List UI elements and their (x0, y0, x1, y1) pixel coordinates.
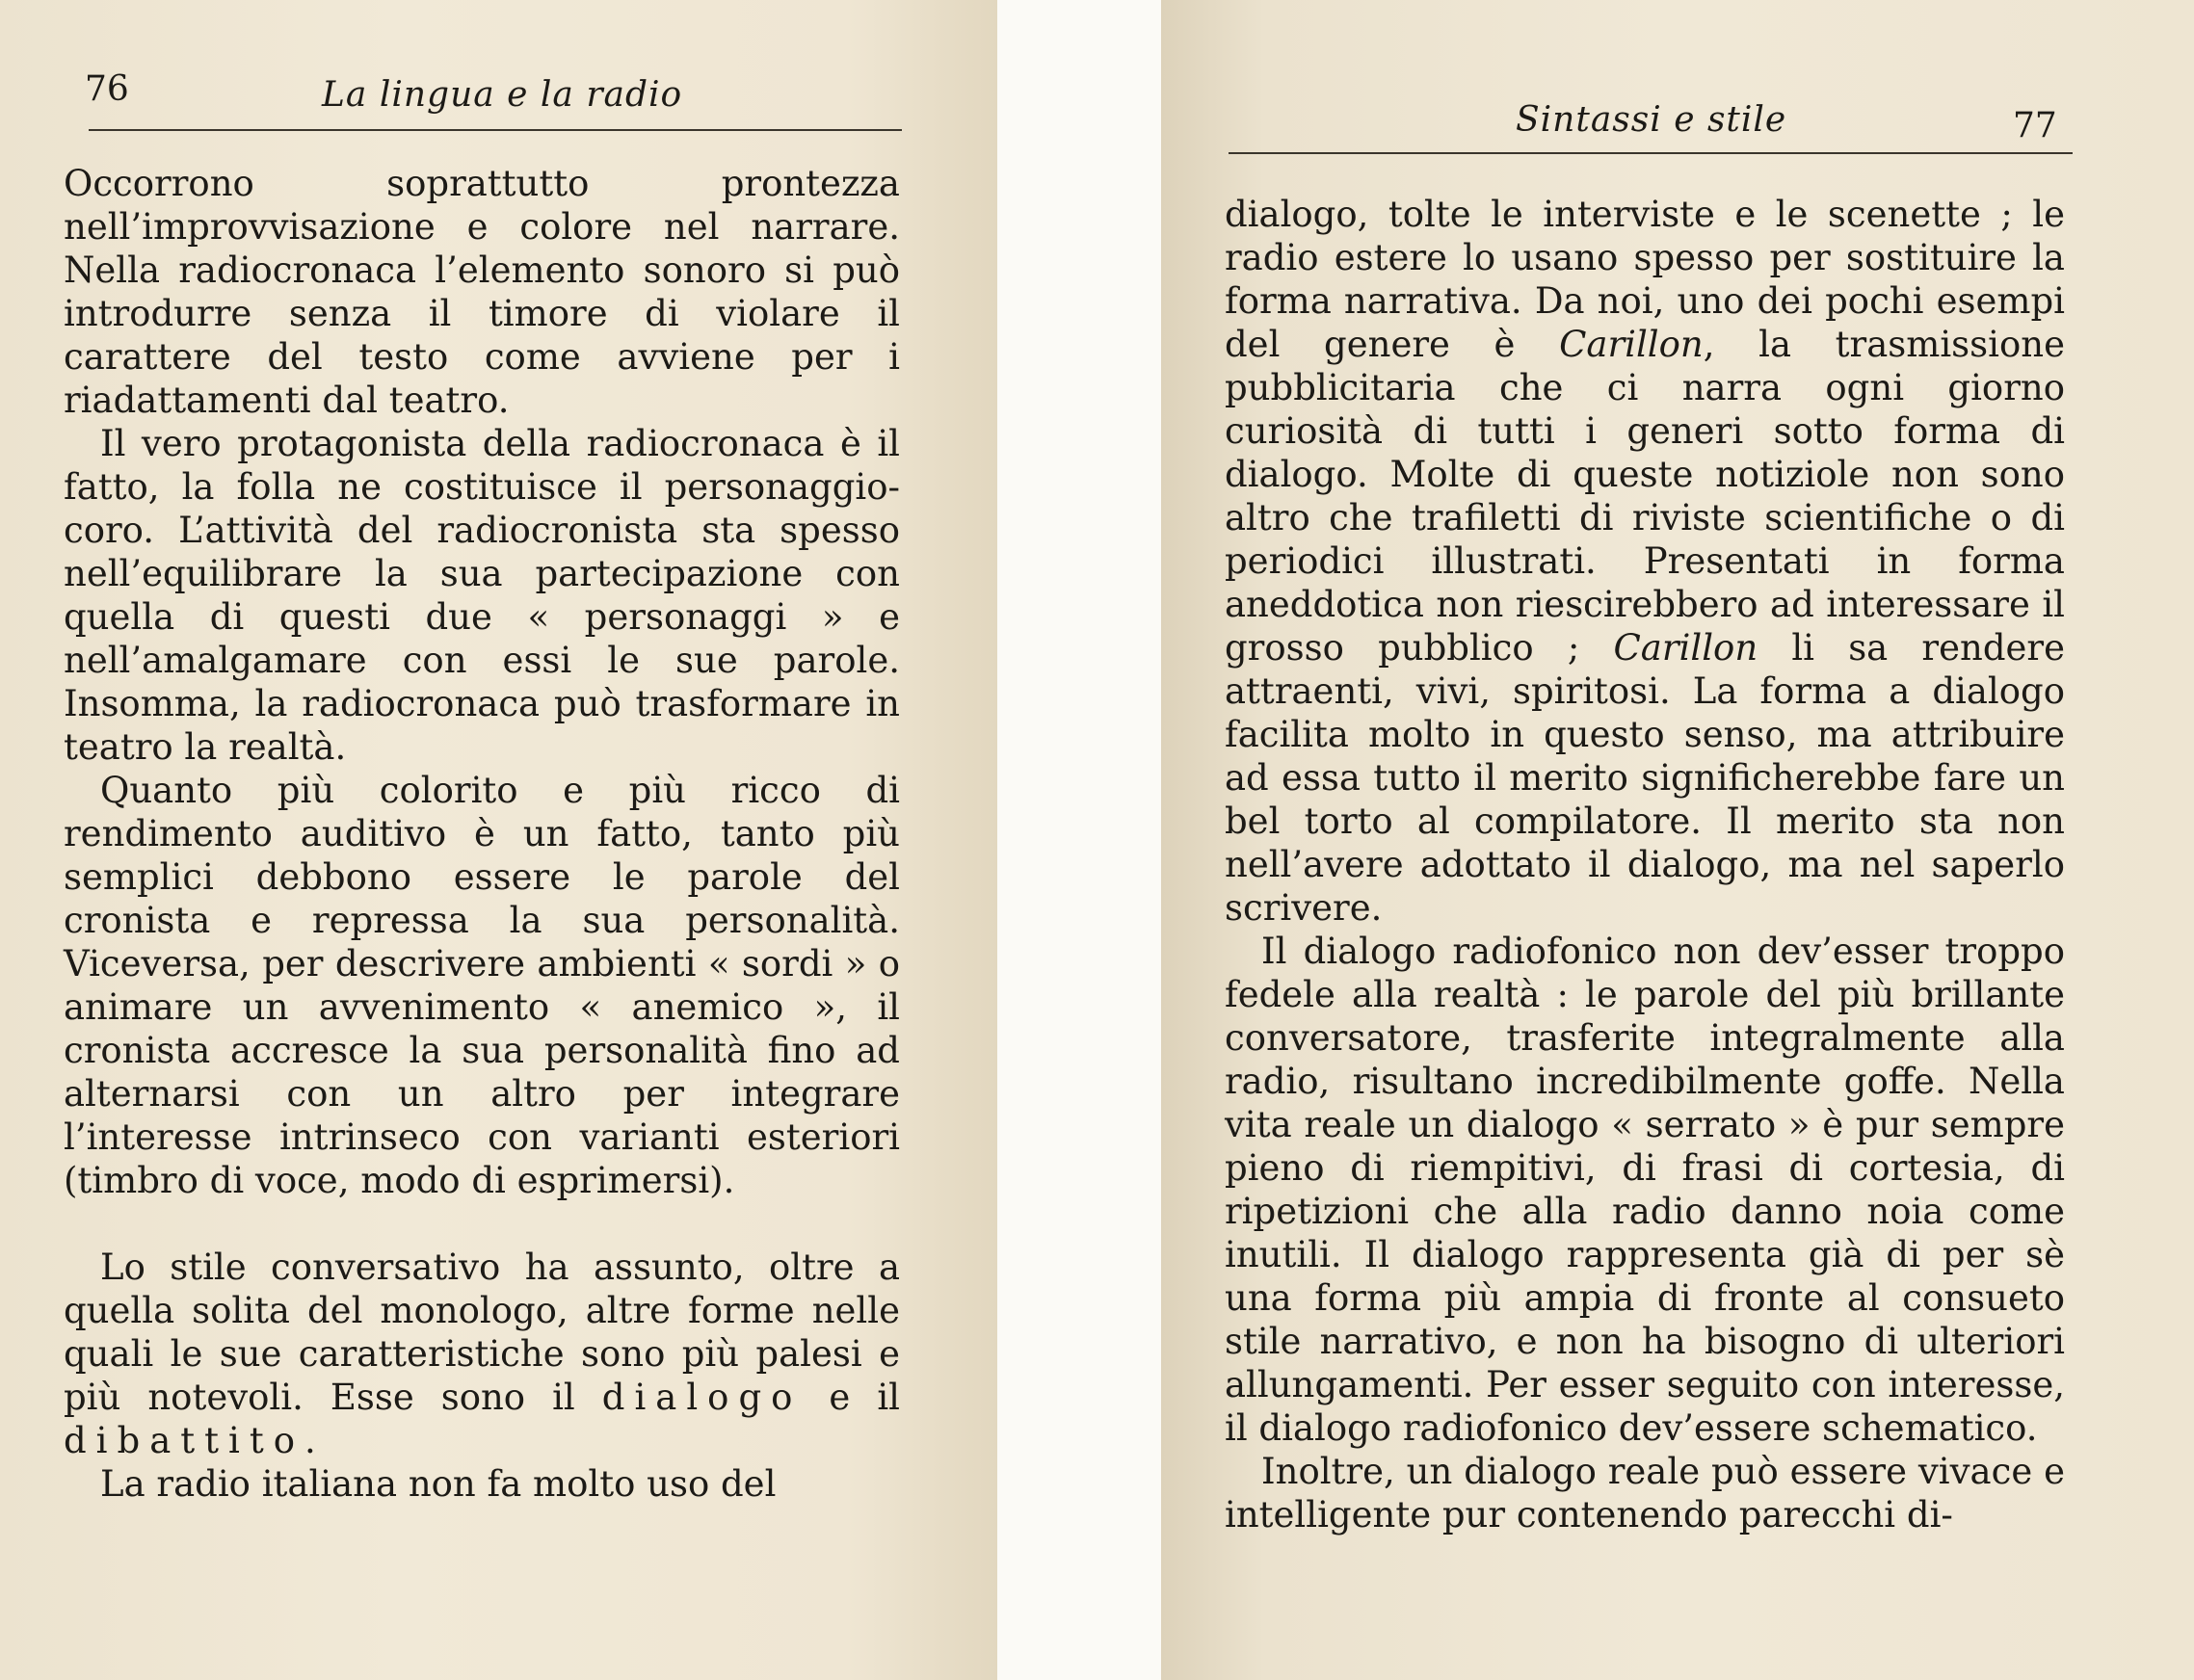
right-page-number: 77 (2013, 106, 2057, 145)
left-text-block (64, 162, 900, 1506)
term-dibattito: dibattito (64, 1420, 304, 1461)
term-dialogo: dialogo (601, 1377, 803, 1418)
left-paragraph-3: Quanto più colorito e più ricco di rendimento auditivo è un fatto, tanto più semplici debbono essere le parole del cronista e repressa la sua personalità. Viceversa, per descrivere ambienti « sordi » o animare un avvenimento « anemico », il cronista accresce la sua personalità fino ad alternarsi con un altro per integrare l’interesse intrinseco con varianti esteriori (timbro di voce, modo di esprimersi). (64, 770, 900, 1201)
section-text-middle: e il (802, 1377, 900, 1418)
right-running-title: Sintassi e stile (1516, 100, 1787, 140)
right-page (1161, 0, 2194, 1680)
carillon-title-1: Carillon (1559, 324, 1704, 365)
right-paragraph-3: Inoltre, un dialogo reale può essere vivace e intelligente pur contenendo parecchi di- (1225, 1451, 2065, 1536)
right-p1-part1: dialogo, tolte le interviste e le scenette ; le radio estere lo usano spesso per sostituire la forma narrativa. Da noi, uno dei pochi esempi del genere è (1225, 194, 2065, 365)
left-paragraph-4 (64, 1246, 900, 1462)
section-text-after: . (304, 1420, 316, 1461)
left-paragraph-1: Occorrono soprattutto prontezza nell’improvvisazione e colore nel narrare. Nella radiocronaca l’elemento sonoro si può introdurre senza il timore di violare il carattere del testo come avviene per i riadattamenti dal teatro. (64, 163, 900, 421)
carillon-title-2: Carillon (1613, 627, 1758, 669)
right-paragraph-2: Il dialogo radiofonico non dev’esser troppo fedele alla realtà : le parole del più brillante conversatore, trasferite integralmente alla radio, risultano incredibilmente goffe. Nella vita reale un dialogo « serrato » è pur sempre pieno di riempitivi, di frasi di cortesia, di ripetizioni che alla radio danno noia come inutili. Il dialogo rappresenta già di per sè una forma più ampia di fronte al consueto stile narrativo, e non ha bisogno di ulteriori allungamenti. Per esser seguito con interesse, il dialogo radiofonico dev’essere schematico. (1225, 931, 2065, 1449)
left-page (0, 0, 997, 1680)
right-text-block (1225, 193, 2065, 1536)
left-paragraph-2: Il vero protagonista della radiocronaca è il fatto, la folla ne costituisce il personaggio-coro. L’attività del radiocronista sta spesso nell’equilibrare la sua partecipazione con quella di questi due « personaggi » e nell’amalgamare con essi le sue parole. Insomma, la radiocronaca può trasformare in teatro la realtà. (64, 423, 900, 768)
gutter (997, 0, 1161, 1680)
left-paragraph-5: La radio italiana non fa molto uso del (100, 1463, 777, 1505)
left-header-rule (89, 129, 902, 131)
right-paragraph-1 (1225, 193, 2065, 930)
left-running-title: La lingua e la radio (322, 75, 683, 115)
right-p1-part2: , la trasmissione pubblicitaria che ci narra ogni giorno curiosità di tutti i generi sotto forma di dialogo. Molte di queste notiziole non sono altro che trafiletti di riviste scientifiche o di periodici illustrati. Presentati in forma aneddotica non riescirebbero ad interessare il grosso pubblico ; (1225, 324, 2065, 669)
right-header-rule (1229, 152, 2073, 154)
right-p1-part3: li sa rendere attraenti, vivi, spiritosi. La forma a dialogo facilita molto in questo senso, ma attribuire ad essa tutto il merito significherebbe fare un bel torto al compilatore. Il merito sta non nell’avere adottato il dialogo, ma nel saperlo scrivere. (1225, 627, 2066, 929)
left-page-number: 76 (85, 69, 129, 109)
section-text-before: Lo stile conversativo ha assunto, oltre a quella solita del monologo, altre forme nelle quali le sue caratteristiche sono più palesi e più notevoli. Esse sono il (64, 1247, 900, 1418)
